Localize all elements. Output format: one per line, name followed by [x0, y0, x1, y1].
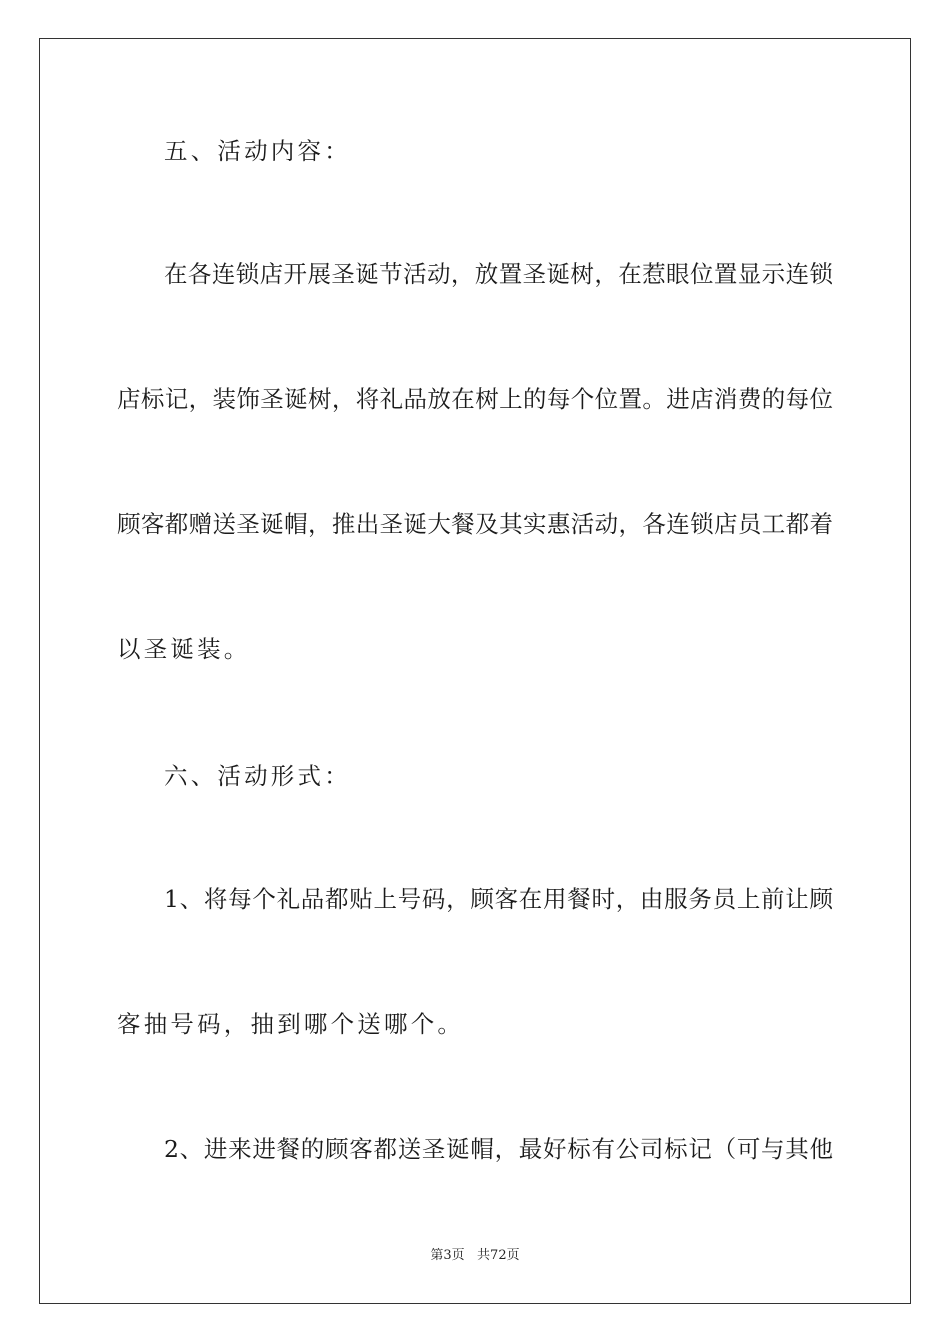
paragraph-line: 在各连锁店开展圣诞节活动，放置圣诞树，在惹眼位置显示连锁 [164, 260, 833, 288]
paragraph-line: 2、进来进餐的顾客都送圣诞帽，最好标有公司标记（可与其他 [164, 1135, 833, 1163]
page-number-footer: 第3页 共72页 [430, 1248, 520, 1263]
paragraph-line: 顾客都赠送圣诞帽，推出圣诞大餐及其实惠活动，各连锁店员工都着 [117, 510, 833, 538]
paragraph-line: 以圣诞装。 [117, 635, 251, 663]
section-heading-6: 六、活动形式： [164, 762, 351, 790]
paragraph-line: 客抽号码，抽到哪个送哪个。 [117, 1010, 465, 1038]
section-heading-5: 五、活动内容： [164, 137, 351, 165]
page-border [39, 38, 911, 1304]
paragraph-line: 店标记，装饰圣诞树，将礼品放在树上的每个位置。进店消费的每位 [117, 385, 833, 413]
paragraph-line: 1、将每个礼品都贴上号码，顾客在用餐时，由服务员上前让顾 [164, 885, 833, 913]
